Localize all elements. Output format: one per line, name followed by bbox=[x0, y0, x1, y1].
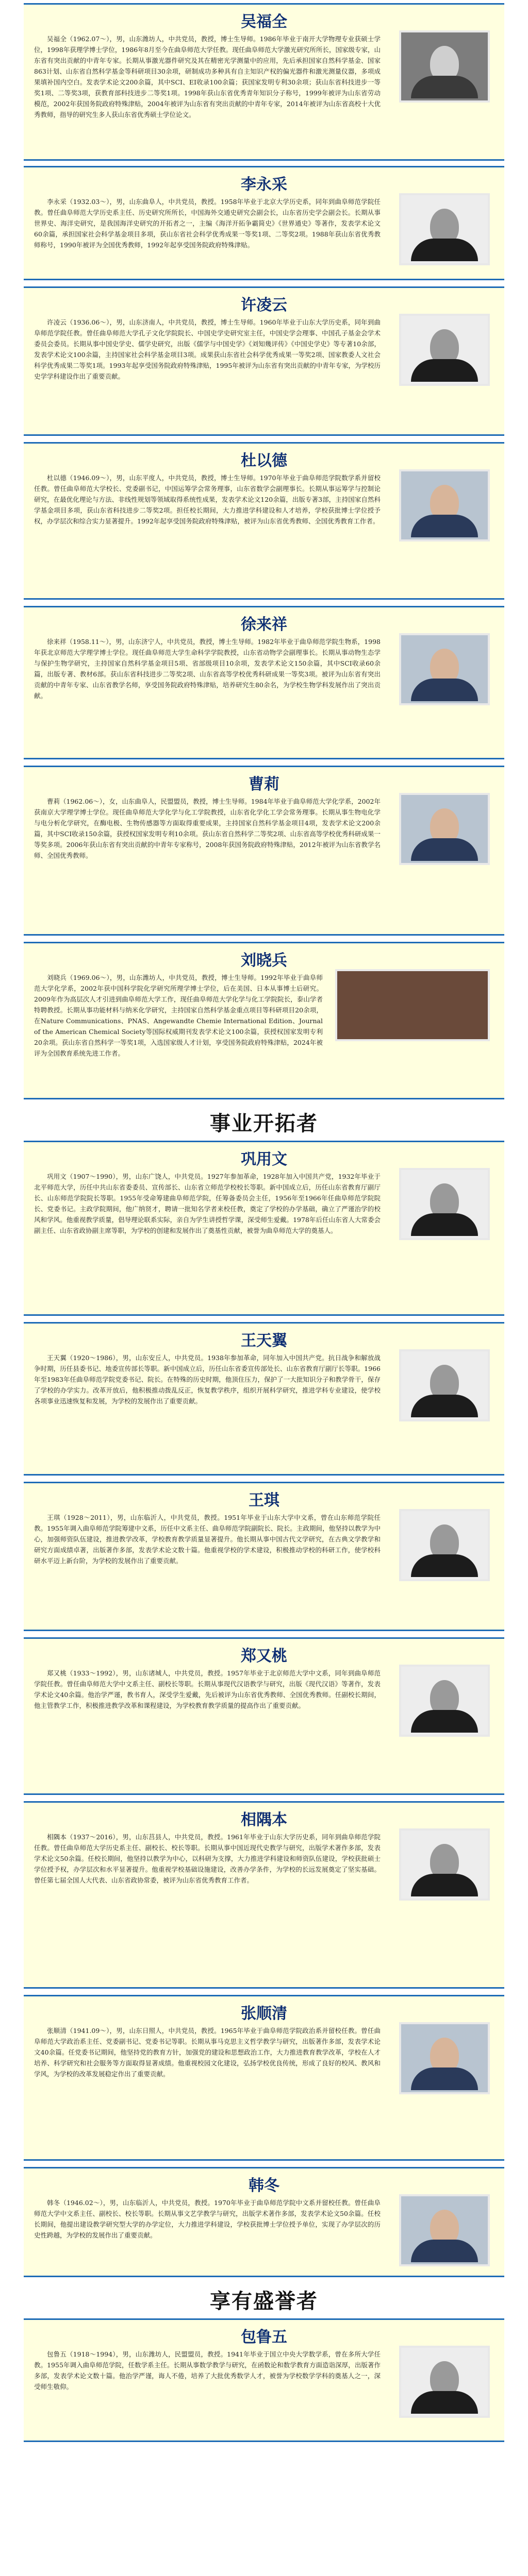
person-name: 韩冬 bbox=[249, 2177, 279, 2194]
person-bio: 包鲁五（1918～1994），男，山东潍坊人，民盟盟员，教授。1941年毕业于国立中央大学数学系，曾在多所大学任教。1955年调入曲阜师范学院，任数学系主任。长期从事数学教学与研究，在函数论和数学教育方面造诣深厚，出版著作多部，发表学术论文数十篇。他治学严谨，诲人不倦，培养了大批优秀数学人才，被誉为学校数学学科的奠基人之一，深受师生敬仰。 bbox=[34, 2350, 381, 2391]
profile-card bbox=[24, 166, 504, 280]
portrait-photo-icon bbox=[399, 633, 490, 705]
person-name: 吴福全 bbox=[241, 13, 287, 30]
profile-card bbox=[24, 286, 504, 436]
profile-card bbox=[24, 766, 504, 936]
profile-card bbox=[24, 2167, 504, 2277]
portrait-photo-icon bbox=[399, 2194, 490, 2266]
portrait-photo-icon bbox=[399, 30, 490, 103]
person-name: 曹莉 bbox=[249, 776, 279, 793]
portrait-photo-icon bbox=[399, 1509, 490, 1581]
portrait-photo-icon bbox=[399, 1828, 490, 1901]
person-bio: 王琪（1928～2011），男，山东临沂人，中共党员，教授。1951年毕业于山东大学中文系，曾在山东师范学院任教。1955年调入曲阜师范学院筹建中文系，历任中文系主任、曲阜师范学院副院长、院长。主政期间，他坚持以教学为中心，加强师资队伍建设，推进教学改革，学校教育教学质量显著提升。他长期从事中国古代文学研究，在古典文学教学和研究方面成绩卓著，出版著作多部，发表学术论文数十篇。他重视学校的学术建设，积极推动学校的科研工作，使学校科研水平迈上新台阶，为学校的发展作出了重要贡献。 bbox=[34, 1514, 381, 1565]
portrait-photo-icon bbox=[399, 2022, 490, 2094]
portrait-photo-icon bbox=[399, 469, 490, 541]
person-bio: 韩冬（1946.02～），男，山东临沂人，中共党员，教授。1970年毕业于曲阜师范学院中文系并留校任教。曾任曲阜师范大学中文系主任、副校长、校长等职。长期从事文艺学教学与研究，出版学术著作多部，发表学术论文50余篇。任校长期间，他提出建设教学研究型大学的办学定位，大力推进学科建设，学校获批博士学位授予单位，实现了办学层次的历史性跨越，为学校的发展作出了重要贡献。 bbox=[34, 2199, 381, 2239]
portrait-photo-icon bbox=[399, 2346, 490, 2418]
profile-card bbox=[24, 442, 504, 600]
portrait-photo-icon bbox=[399, 1665, 490, 1737]
person-name: 包鲁五 bbox=[241, 2329, 287, 2346]
person-bio: 徐来祥（1958.11～），男，山东济宁人，中共党员，教授，博士生导师。1982年毕业于曲阜师范学院生物系，1998年获北京师范大学理学博士学位。现任曲阜师范大学生命科学学院教授，山东省动物学会副理事长。长期从事动物生态学与保护生物学研究，主持国家自然科学基金项目5项、省部级项目10余项，发表学术论文150余篇，其中SCI收录60余篇，出版专著、教材6部。获山东省科技进步二等奖2项、山东省高等学校优秀科研成果一等奖3项。被评为山东省有突出贡献的中青年专家、山东省教学名师，享受国务院政府特殊津贴，培养研究生80余名，为学校生物学科发展作出了突出贡献。 bbox=[34, 638, 381, 700]
person-bio: 杜以德（1946.09～），男，山东平度人，中共党员，教授，博士生导师。1970年毕业于曲阜师范学院数学系并留校任教。曾任曲阜师范大学校长、党委副书记，中国运筹学会常务理事，山东省数学会副理事长。长期从事运筹学与控制论研究，在最优化理论与方法、非线性规划等领域取得系统性成果，发表学术论文120余篇，出版专著3部，主持国家自然科学基金项目多项，获山东省科技进步二等奖2项。担任校长期间，大力推进学科建设和人才培养，学校获批博士学位授予权，办学层次和综合实力显著提升。1992年起享受国务院政府特殊津贴，被评为山东省优秀教师、全国优秀教育工作者。 bbox=[34, 474, 381, 525]
person-name: 郑又桃 bbox=[241, 1648, 287, 1665]
person-name: 王天翼 bbox=[241, 1332, 287, 1349]
person-name: 王琪 bbox=[249, 1492, 279, 1509]
person-name: 徐来祥 bbox=[241, 616, 287, 633]
profile-card bbox=[24, 942, 504, 1099]
profile-card bbox=[24, 1637, 504, 1795]
person-bio: 张顺清（1941.09～），男，山东日照人，中共党员，教授。1965年毕业于曲阜师范学院政治系并留校任教。曾任曲阜师范大学政治系主任、党委副书记、党委书记等职。长期从事马克思主义哲学教学与研究，出版著作多部，发表学术论文40余篇。任党委书记期间，他坚持党的教育方针，加强党的建设和思想政治工作，大力推进教育教学改革，学校在人才培养、科学研究和社会服务等方面取得显著成绩。他重视校园文化建设，弘扬学校优良传统，形成了良好的校风、教风和学风，为学校的改革发展稳定作出了重要贡献。 bbox=[34, 2027, 381, 2078]
profile-card bbox=[24, 1995, 504, 2161]
profile-card bbox=[24, 1322, 504, 1476]
person-bio: 李永采（1932.03～），男，山东曲阜人，中共党员，教授。1958年毕业于北京大学历史系，同年到曲阜师范学院任教。曾任曲阜师范大学历史系主任、历史研究所所长，中国海外交通史研究会副会长，山东省历史学会副会长。长期从事世界史、海洋史研究，是我国海洋史研究的开拓者之一，主编《海洋开拓争霸简史》《世界通史》等著作，发表学术论文60余篇，承担国家社会科学基金项目多项，获山东省社会科学优秀成果一等奖1项、二等奖2项。1988年获山东省优秀教师称号，1990年被评为全国优秀教师，1992年起享受国务院政府特殊津贴。 bbox=[34, 198, 381, 249]
profile-card bbox=[24, 2318, 504, 2442]
person-bio: 曹莉（1962.06～），女，山东曲阜人，民盟盟员，教授，博士生导师。1984年毕业于曲阜师范大学化学系，2002年获南京大学理学博士学位。现任曲阜师范大学化学与化工学院教授，山东省化学化工学会常务理事。长期从事生物电化学与电分析化学研究，在酶电极、生物传感器等方面取得重要成果，主持国家自然科学基金项目4项，发表学术论文200余篇，其中SCI收录150余篇，获授权国家发明专利10余项。获山东省自然科学二等奖2项、山东省高等学校优秀科研成果一等奖多项。2006年获山东省有突出贡献的中青年专家称号，2008年获国务院政府特殊津贴，2012年被评为山东省教学名师、全国优秀教师。 bbox=[34, 798, 381, 859]
person-bio: 王天翼（1920～1986），男，山东安丘人，中共党员。1938年参加革命，同年加入中国共产党。抗日战争和解放战争时期，历任县委书记、地委宣传部长等职。新中国成立后，历任山东省委宣传部处长、山东省教育厅副厅长等职。1966年至1983年任曲阜师范学院党委书记、院长。在特殊的历史时期，他顶住压力，保护了一大批知识分子和教学骨干，保存了学校的办学实力。改革开放后，他积极推动拨乱反正，恢复教学秩序，组织开展科学研究，推进学科专业建设，使学校各项事业迅速恢复和发展，为学校的发展作出了重要贡献。 bbox=[34, 1354, 381, 1405]
person-bio: 刘晓兵（1969.06～），男，山东潍坊人，中共党员，教授，博士生导师。1992年毕业于曲阜师范大学化学系，2002年获中国科学院化学研究所理学博士学位，后在美国、日本从事博士后研究。2009年作为高层次人才引进到曲阜师范大学工作，现任曲阜师范大学化学与化工学院院长，泰山学者特聘教授。长期从事功能材料与纳米化学研究，主持国家自然科学基金重点项目等科研项目20余项，在Nature Communications、PNAS、Angewandte Chemie International Edition、Journal of the American Chemical Society等国际权威期刊发表学术论文100余篇，获授权国家发明专利20余项。获山东省自然科学一等奖1项，入选国家级人才计划，享受国务院政府特殊津贴，2024年被评为全国教育系统先进工作者。 bbox=[34, 974, 323, 1057]
profile-card bbox=[24, 1482, 504, 1631]
person-name: 许凌云 bbox=[241, 297, 287, 314]
person-bio: 郑又桃（1933～1992），男，山东诸城人，中共党员，教授。1957年毕业于北京师范大学中文系，同年到曲阜师范学院任教。曾任曲阜师范大学中文系主任、副校长等职。长期从事现代汉语教学与研究，出版《现代汉语》等著作，发表学术论文40余篇。他治学严谨，教书育人，深受学生爱戴，先后被评为山东省优秀教师、全国优秀教师。任副校长期间，他主管教学工作，积极推进教学改革和课程建设，为学校教育教学质量的提高作出了重要贡献。 bbox=[34, 1669, 381, 1709]
person-name: 相隅本 bbox=[241, 1811, 287, 1828]
person-bio: 巩用文（1907～1990），男，山东广饶人，中共党员。1927年参加革命，1928年加入中国共产党，1932年毕业于北平师范大学，历任中共山东省委委员、宣传部长、山东省立师范学校校长等职。新中国成立后，历任山东省教育厅副厅长、山东师范学院院长等职。1955年受命筹建曲阜师范学院，任筹备委员会主任，1956年至1966年任曲阜师范学院院长、党委书记。主政学院期间，他广纳贤才，聘请一批知名学者来校任教，奠定了学校的办学基础，确立了严谨治学的校风和学风。他重视教学质量，倡导理论联系实际，亲自为学生讲授哲学课，深受师生爱戴。1978年后任山东省人大常委会副主任、山东省政协副主席等职，为学校的创建和发展作出了奠基性贡献，被誉为曲阜师范大学的奠基人。 bbox=[34, 1173, 381, 1234]
person-name: 李永采 bbox=[241, 176, 287, 193]
profile-card bbox=[24, 1141, 504, 1316]
person-bio: 许凌云（1936.06～），男，山东济南人，中共党员，教授，博士生导师。1960年毕业于山东大学历史系，同年到曲阜师范学院任教。曾任曲阜师范大学孔子文化学院院长、中国史学史研究室主任，中国史学会理事、中国孔子基金会学术委员会委员。长期从事中国史学史、儒学史研究，出版《儒学与中国史学》《刘知幾评传》《中国史学史》等专著10余部，发表学术论文100余篇，主持国家社会科学基金项目3项。成果获山东省社会科学优秀成果一等奖2项、国家教委人文社会科学优秀成果二等奖1项。1993年起享受国务院政府特殊津贴，1995年被评为山东省有突出贡献的中青年专家，为学校历史学学科建设作出了重要贡献。 bbox=[34, 318, 381, 380]
person-name: 张顺清 bbox=[241, 2005, 287, 2022]
section-heading-contributors: 享有盛誉者 bbox=[210, 2290, 318, 2313]
portrait-photo-icon bbox=[399, 193, 490, 265]
section-heading-pioneers: 事业开拓者 bbox=[210, 1112, 318, 1135]
campus-photo-icon bbox=[335, 969, 490, 1041]
person-name: 巩用文 bbox=[241, 1151, 287, 1168]
person-name: 杜以德 bbox=[241, 452, 287, 469]
profile-card bbox=[24, 606, 504, 759]
person-bio: 吴福全（1962.07～），男，山东潍坊人，中共党员，教授，博士生导师。1986年毕业于南开大学物理专业获硕士学位，1998年获理学博士学位，1986年8月至今在曲阜师范大学任教。现任曲阜师范大学激光研究所所长，国家级专家，山东省有突出贡献的中青年专家。长期从事激光器件研究及其在精密光学测量中的应用，先后承担国家自然科学基金、国家863计划、山东省自然科学基金等科研项目30余项，研制成功多种具有自主知识产权的偏光器件和激光测量仪器，多项成果填补国内空白。发表学术论文200余篇，其中SCI、EI收录100余篇；获国家发明专利30余项；获山东省科技进步一等奖1项、二等奖3项，获教育部科技进步二等奖1项。1998年获山东省优秀青年知识分子称号，1999年被评为山东省劳动模范，2002年获国务院政府特殊津贴，2004年被评为山东省有突出贡献的中青年专家，2014年被评为山东省高校十大优秀教师，指导的研究生多人获山东省优秀硕士学位论文。 bbox=[34, 35, 381, 118]
portrait-photo-icon bbox=[399, 1168, 490, 1240]
person-name: 刘晓兵 bbox=[241, 952, 287, 969]
profile-card bbox=[24, 1801, 504, 1989]
portrait-photo-icon bbox=[399, 1349, 490, 1421]
portrait-photo-icon bbox=[399, 793, 490, 865]
person-bio: 相隅本（1937～2016），男，山东莒县人，中共党员，教授。1961年毕业于山东大学历史系，同年到曲阜师范学院任教。曾任曲阜师范大学历史系主任、副校长、校长等职。长期从事中国近现代史教学与研究，出版学术著作多部，发表学术论文50余篇。任校长期间，他坚持以教学为中心，以科研为支撑，大力推进学科建设和师资队伍建设，学校获批硕士学位授予权，办学层次和水平显著提升。他重视学校基础设施建设，改善办学条件，为学校的长远发展奠定了坚实基础。曾任第七届全国人大代表、山东省政协常委，被评为山东省优秀教育工作者。 bbox=[34, 1833, 381, 1884]
profile-card bbox=[24, 3, 504, 161]
portrait-photo-icon bbox=[399, 314, 490, 386]
